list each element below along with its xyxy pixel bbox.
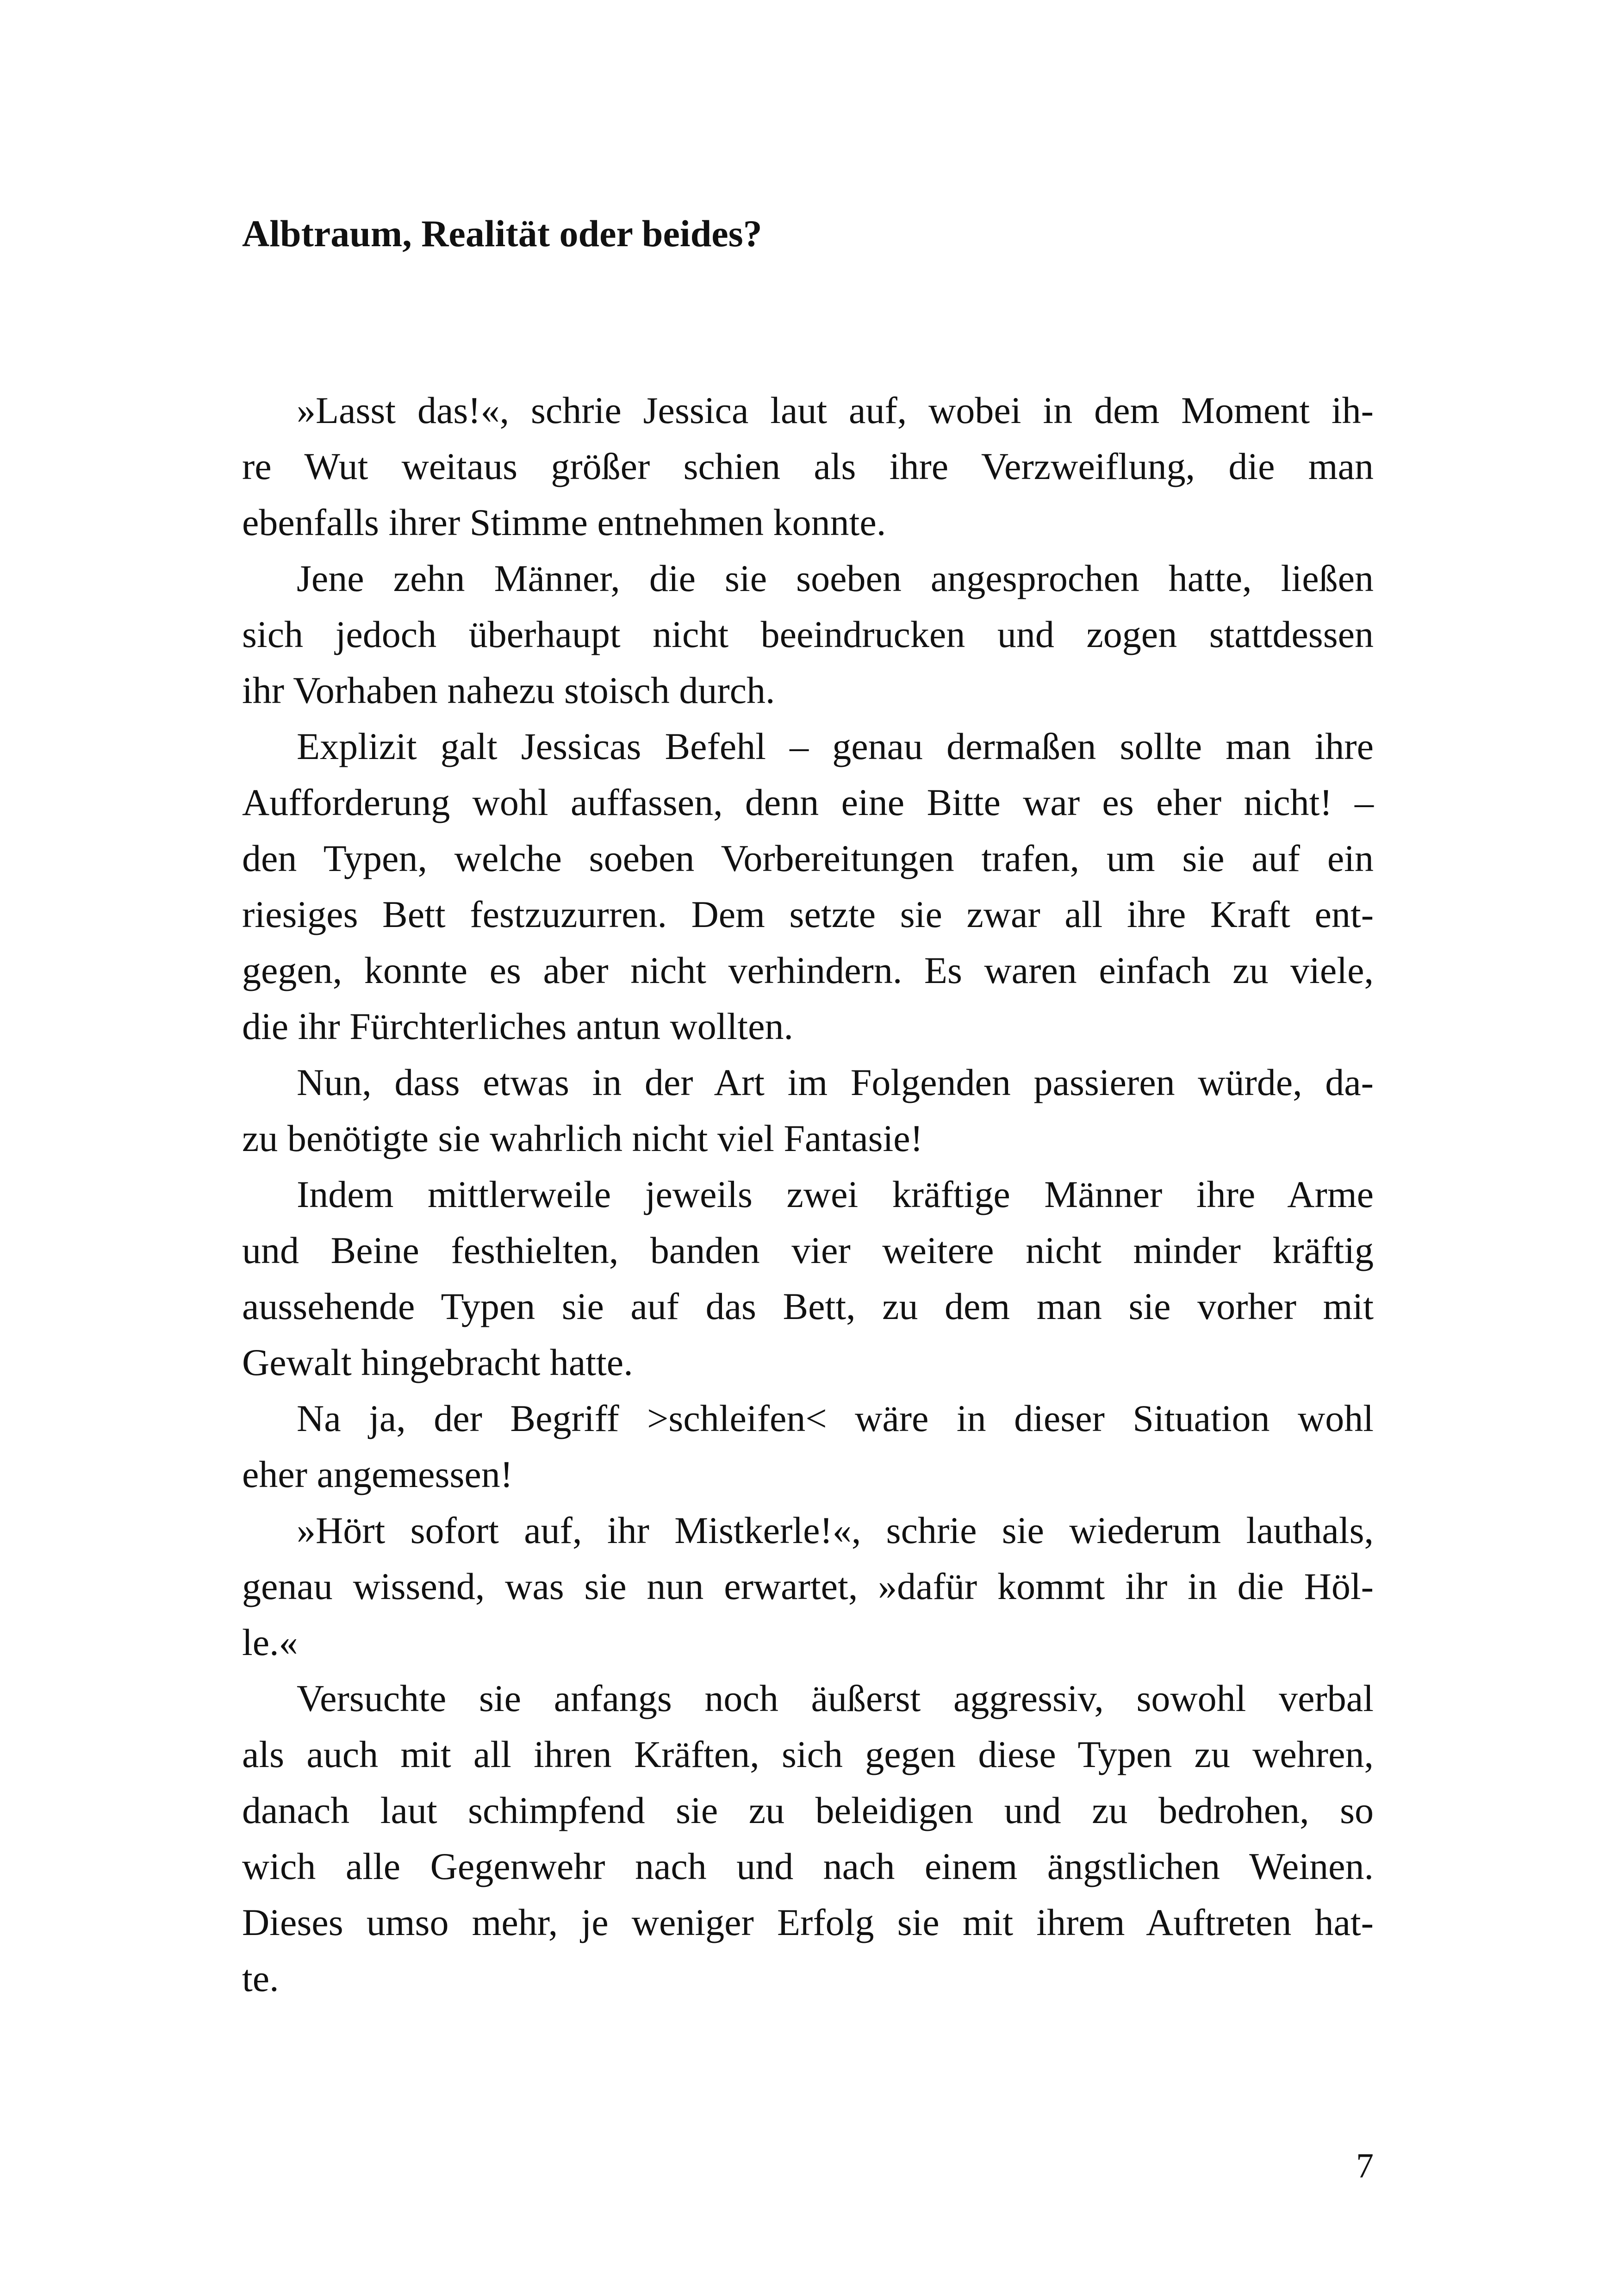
text-line: die ihr Fürchterliches antun wollten. [242,1005,793,1047]
text-line: danach laut schimpfend sie zu beleidigen und zu bedrohen, so [242,1789,1374,1831]
text-line: Versuchte sie anfangs noch äußerst aggressiv, sowohl verbal [297,1677,1374,1719]
text-line: gegen, konnte es aber nicht verhindern. Es waren einfach zu viele, [242,949,1374,991]
text-line: Explizit galt Jessicas Befehl – genau dermaßen sollte man ihre [297,725,1374,767]
text-line: aussehende Typen sie auf das Bett, zu dem man sie vorher mit [242,1285,1374,1327]
text-line: ihr Vorhaben nahezu stoisch durch. [242,669,775,711]
text-line: genau wissend, was sie nun erwartet, »dafür kommt ihr in die Höl- [242,1565,1374,1607]
text-line: und Beine festhielten, banden vier weitere nicht minder kräftig [242,1229,1374,1271]
body-text [242,382,1374,2006]
text-line: Aufforderung wohl auffassen, denn eine Bitte war es eher nicht! – [242,781,1374,823]
text-line: te. [242,1957,279,1999]
text-line: Indem mittlerweile jeweils zwei kräftige Männer ihre Arme [297,1173,1374,1215]
text-line: »Hört sofort auf, ihr Mistkerle!«, schrie sie wiederum lauthals, [297,1509,1374,1551]
text-line: Gewalt hingebracht hatte. [242,1341,633,1383]
text-line: sich jedoch überhaupt nicht beeindrucken und zogen stattdessen [242,613,1374,655]
text-line: wich alle Gegenwehr nach und nach einem ängstlichen Weinen. [242,1845,1374,1887]
text-line: re Wut weitaus größer schien als ihre Verzweiflung, die man [242,445,1374,487]
chapter-title: Albtraum, Realität oder beides? [242,212,762,255]
text-line: riesiges Bett festzuzurren. Dem setzte sie zwar all ihre Kraft ent- [242,893,1374,935]
text-line: Dieses umso mehr, je weniger Erfolg sie mit ihrem Auftreten hat- [242,1901,1374,1943]
text-line: Jene zehn Männer, die sie soeben angesprochen hatte, ließen [297,557,1374,599]
text-line: ebenfalls ihrer Stimme entnehmen konnte. [242,501,886,543]
text-line: als auch mit all ihren Kräften, sich gegen diese Typen zu wehren, [242,1733,1374,1775]
text-line: den Typen, welche soeben Vorbereitungen trafen, um sie auf ein [242,837,1374,879]
text-line: Na ja, der Begriff >schleifen< wäre in dieser Situation wohl [297,1397,1374,1439]
text-line: »Lasst das!«, schrie Jessica laut auf, wobei in dem Moment ih- [297,389,1374,431]
text-line: le.« [242,1621,298,1663]
text-line: Nun, dass etwas in der Art im Folgenden passieren würde, da- [297,1061,1374,1103]
text-line: eher angemessen! [242,1453,513,1495]
text-line: zu benötigte sie wahrlich nicht viel Fantasie! [242,1117,923,1159]
page-number: 7 [1356,2147,1374,2185]
